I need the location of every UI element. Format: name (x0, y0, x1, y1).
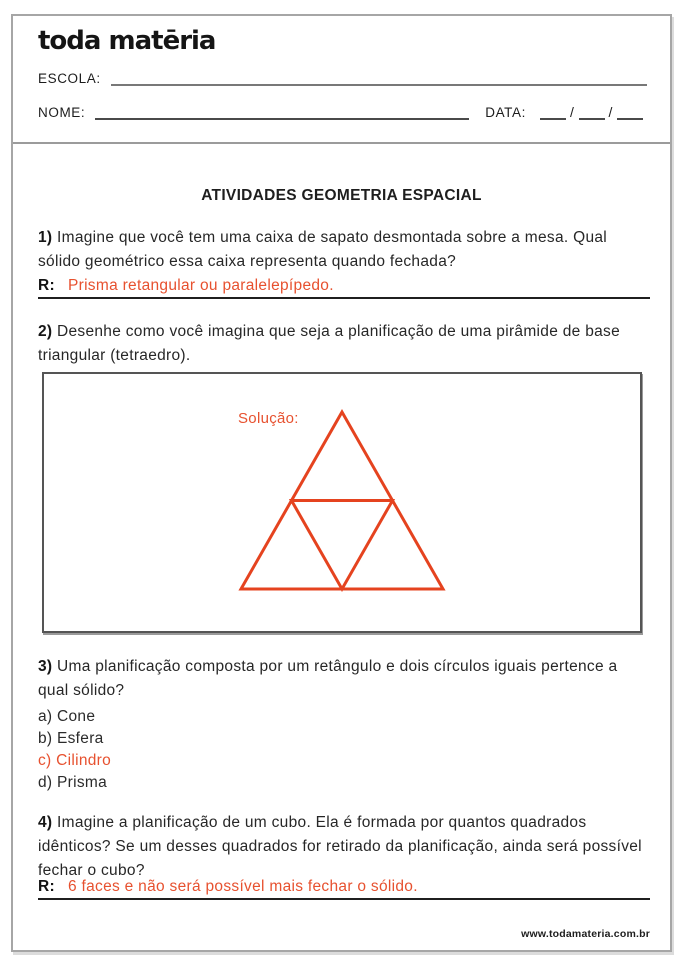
name-date-row (38, 102, 647, 120)
question-2-number: 2) (38, 323, 53, 340)
date-group (485, 104, 647, 120)
answer-4-text: 6 faces e não será possível mais fechar o sólido. (67, 878, 418, 895)
answer-4-row (38, 878, 650, 900)
question-3 (38, 655, 652, 703)
answer-4-label: R: (38, 878, 55, 895)
question-1 (38, 226, 652, 274)
school-blank-line (111, 72, 647, 86)
name-label: NOME: (38, 105, 86, 120)
name-blank-line (95, 106, 469, 120)
question-1-text: Imagine que você tem uma caixa de sapato desmontada sobre a mesa. Qual sólido geométrico essa caixa representa quando fechada? (38, 229, 608, 270)
date-separator: / (608, 104, 613, 120)
option-c: c) Cilindro (38, 752, 112, 769)
school-label: ESCOLA: (38, 71, 101, 86)
solution-drawing-box (42, 372, 642, 633)
option-d: d) Prisma (38, 774, 108, 791)
question-2 (38, 320, 652, 368)
question-3-options (38, 706, 652, 794)
question-3-number: 3) (38, 658, 53, 675)
question-4-number: 4) (38, 814, 53, 831)
question-4-text: Imagine a planificação de um cubo. Ela é formada por quantos quadrados idênticos? Se um desses quadrados for retirado da planificação, ainda será possível fechar o cubo? (38, 814, 642, 879)
school-row (38, 68, 647, 86)
answer-1-label: R: (38, 277, 55, 294)
answer-1-row (38, 277, 650, 299)
answer-1-text: Prisma retangular ou paralelepípedo. (67, 277, 334, 294)
worksheet-header (13, 16, 670, 144)
question-1-number: 1) (38, 229, 53, 246)
question-3-text: Uma planificação composta por um retângulo e dois círculos iguais pertence a qual sólido? (38, 658, 618, 699)
website-url: www.todamateria.com.br (521, 928, 650, 940)
tetrahedron-net-figure (44, 374, 640, 631)
question-2-text: Desenhe como você imagina que seja a planificação de uma pirâmide de base triangular (tetraedro). (38, 323, 621, 364)
date-year-blank (617, 106, 643, 120)
option-a: a) Cone (38, 708, 96, 725)
toda-materia-logo: toda matēria (38, 26, 216, 56)
option-b: b) Esfera (38, 730, 104, 747)
date-separator: / (570, 104, 575, 120)
date-month-blank (579, 106, 605, 120)
question-4 (38, 811, 652, 883)
solution-label: Solução: (238, 410, 299, 427)
worksheet-title: ATIVIDADES GEOMETRIA ESPACIAL (201, 187, 482, 204)
worksheet-page (11, 14, 672, 952)
date-day-blank (540, 106, 566, 120)
date-label: DATA: (485, 105, 526, 120)
